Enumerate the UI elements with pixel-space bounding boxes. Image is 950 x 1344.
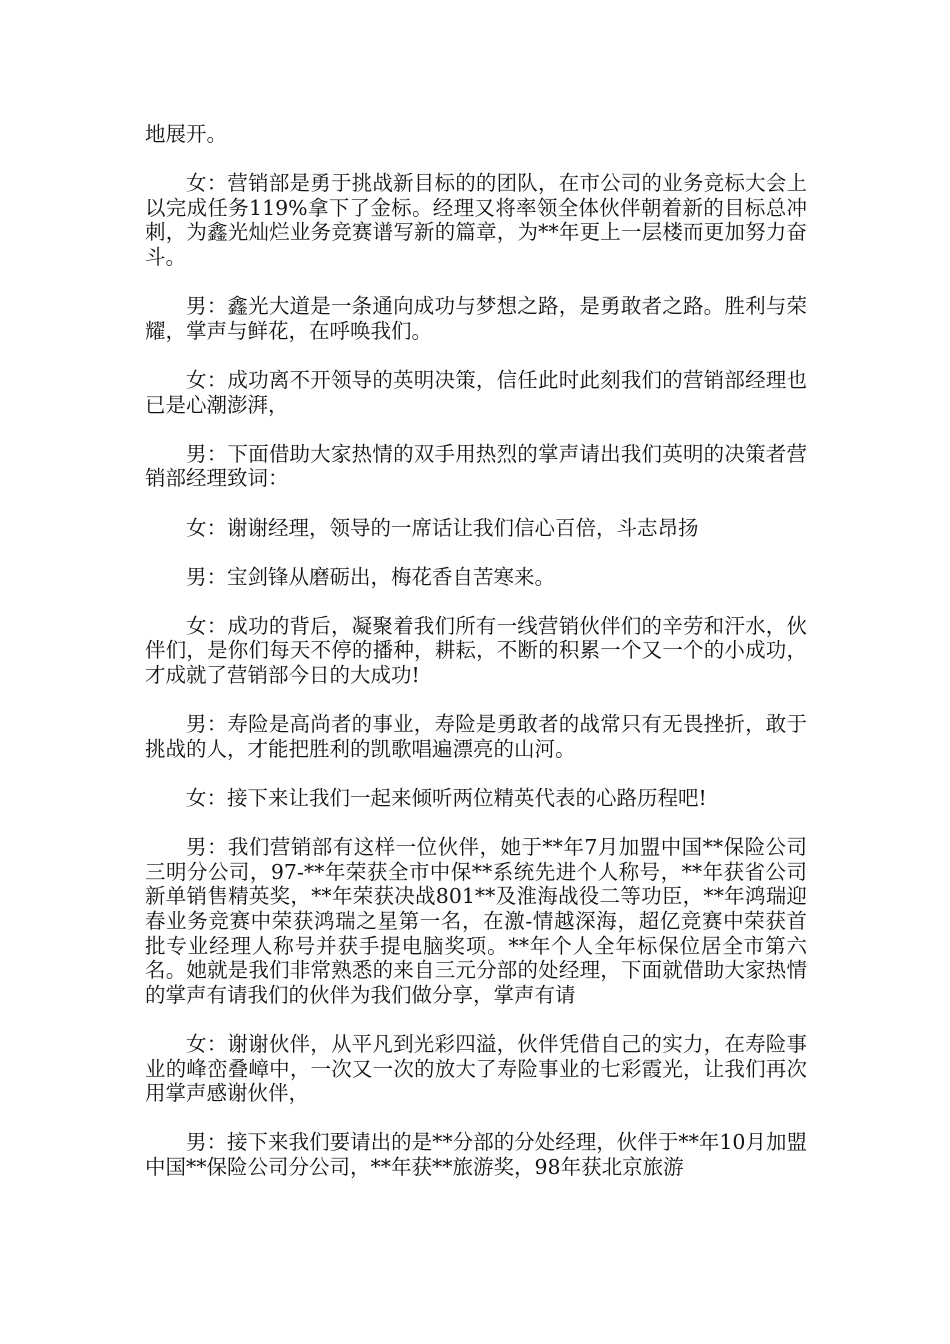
paragraph-male-first-partner: 男：我们营销部有这样一位伙伴，她于**年7月加盟中国**保险公司三明分公司，97-**年荣获全市中保**系统先进个人称号，**年获省公司新单销售精英奖，**年荣获决战801**及淮海战役二等功臣，**年鸿瑞迎春业务竞赛中荣获鸿瑞之星第一名，在激-情越深海，超亿竞赛中荣获首批专业经理人称号并获手提电脑奖项。**年个人全年标保位居全市第六名。她就是我们非常熟悉的来自三元分部的处经理，下面就借助大家热情的掌声有请我们的伙伴为我们做分享，掌声有请 xyxy=(145,835,807,1007)
paragraph-male-proverb: 男：宝剑锋从磨砺出，梅花香自苦寒来。 xyxy=(186,564,555,589)
paragraph-female-thanks-manager: 女：谢谢经理，领导的一席话让我们信心百倍，斗志昂扬 xyxy=(186,515,699,540)
paragraph-female-elite-stories: 女：接下来让我们一起来倾听两位精英代表的心路历程吧! xyxy=(186,786,707,811)
document-body xyxy=(145,122,807,1204)
paragraph-male-xinguang-road: 男：鑫光大道是一条通向成功与梦想之路，是勇敢者之路。胜利与荣耀，掌声与鲜花，在呼唤我们。 xyxy=(145,294,807,343)
paragraph-male-life-insurance: 男：寿险是高尚者的事业，寿险是勇敢者的战常只有无畏挫折，敢于挑战的人，才能把胜利的凯歌唱遍漂亮的山河。 xyxy=(145,712,807,761)
paragraph-female-thanks-partner: 女：谢谢伙伴，从平凡到光彩四溢，伙伴凭借自己的实力，在寿险事业的峰峦叠嶂中，一次又一次的放大了寿险事业的七彩霞光，让我们再次用掌声感谢伙伴， xyxy=(145,1031,807,1106)
paragraph-female-leadership: 女：成功离不开领导的英明决策，信任此时此刻我们的营销部经理也已是心潮澎湃， xyxy=(145,367,807,417)
paragraph-male-second-partner: 男：接下来我们要请出的是**分部的分处经理，伙伴于**年10月加盟中国**保险公司分公司，**年获**旅游奖，98年获北京旅游 xyxy=(145,1130,807,1179)
paragraph-male-invite-manager: 男：下面借助大家热情的双手用热烈的掌声请出我们英明的决策者营销部经理致词： xyxy=(145,441,807,491)
paragraph-continuation: 地展开。 xyxy=(145,122,227,146)
paragraph-female-marketing-team: 女：营销部是勇于挑战新目标的的团队，在市公司的业务竞标大会上以完成任务119%拿下了金标。经理又将率领全体伙伴朝着新的目标总冲刺，为鑫光灿烂业务竞赛谱写新的篇章，为**年更上一层楼而更加努力奋斗。 xyxy=(145,171,807,269)
paragraph-female-success-behind: 女：成功的背后，凝聚着我们所有一线营销伙伴们的辛劳和汗水，伙伴们，是你们每天不停的播种，耕耘，不断的积累一个又一个的小成功，才成就了营销部今日的大成功! xyxy=(145,613,807,688)
